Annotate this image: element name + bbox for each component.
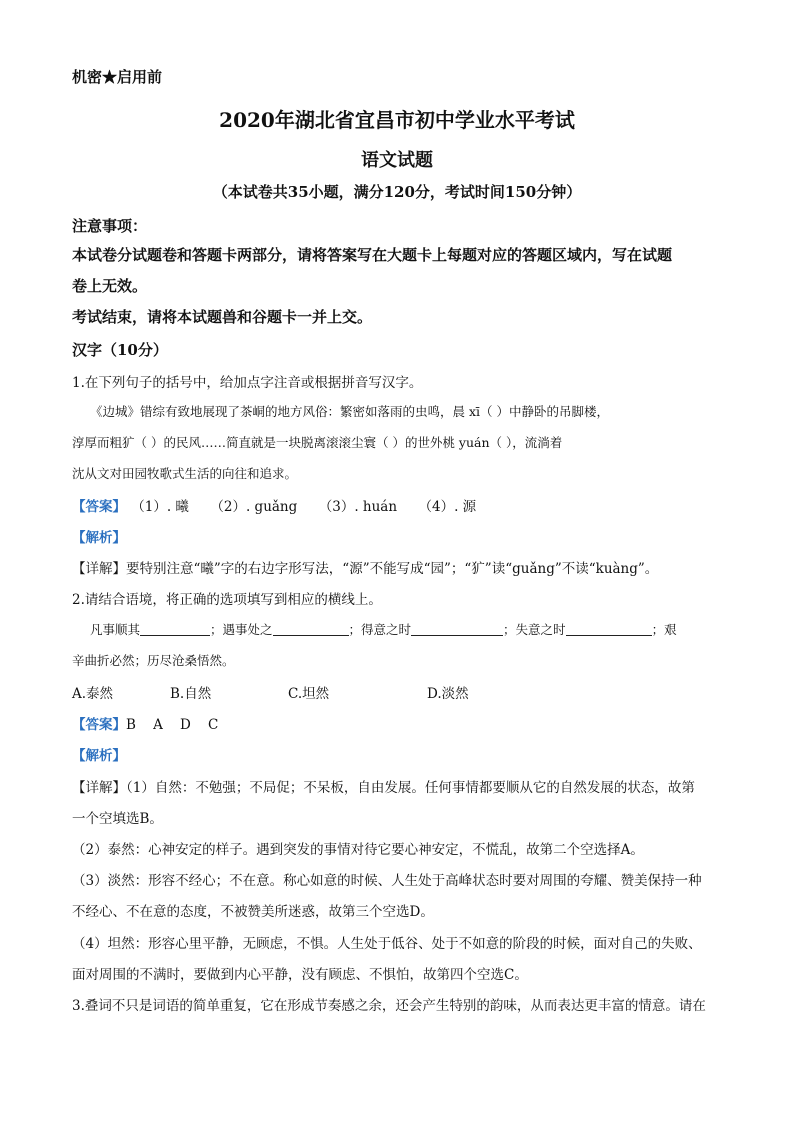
q1-passage-line-1: 《边城》错综有致地展现了茶峒的地方风俗：繁密如落雨的虫鸣，晨 xī（ ）中静卧的吊脚楼， (90, 404, 609, 419)
q2-sentence-line-1 (90, 620, 677, 638)
q2-detail-1b: 一个空填选B。 (72, 811, 163, 827)
exam-info: （本试卷共35小题，满分120分，考试时间150分钟） (212, 183, 582, 201)
q2-option-b: B.自然 (170, 686, 212, 702)
q2-answer-label: 【答案】 (72, 717, 126, 733)
q2-blank-4[interactable] (566, 621, 652, 636)
q2-answer-row (72, 713, 218, 733)
q1-answer: （1）. 曦 （2）. guǎng （3）. huán （4）. 源 (138, 499, 477, 515)
q2-blank-2[interactable] (273, 621, 349, 636)
q2-detail-3a: （3）淡然：形容不经心；不在意。称心如意的时候、人生处于高峰状态时要对周围的夸耀、赞美保持一种 (72, 873, 702, 889)
q2-seg-4: ；失意之时 (503, 622, 566, 637)
q1-answer-label: 【答案】 (72, 499, 126, 515)
q1-analysis-label: 【解析】 (72, 530, 126, 546)
q2-option-a: A.泰然 (72, 686, 114, 702)
q2-seg-3: ；得意之时 (348, 622, 412, 637)
confidential-label: 机密★启用前 (72, 68, 163, 86)
q1-detail-row (72, 557, 658, 577)
q2-detail-2: （2）泰然：心神安定的样子。遇到突发的事情对待它要心神安定，不慌乱，故第二个空选择A。 (72, 842, 644, 858)
q1-detail-label: 【详解】 (72, 561, 126, 577)
q2-seg-1: 凡事顺其 (90, 622, 141, 637)
q1-passage-line-2: 淳厚而粗犷（ ）的民风……简直就是一块脱离滚滚尘寰（ ）的世外桃 yuán（ ），流淌着 (72, 435, 563, 450)
q2-blank-1[interactable] (140, 621, 210, 636)
q2-blank-3[interactable] (411, 621, 503, 636)
q2-answer: B A D C (126, 717, 219, 733)
q2-seg-5: ；艰 (651, 622, 677, 637)
q2-option-c: C.坦然 (288, 686, 330, 702)
section-heading: 汉字（10分） (72, 341, 168, 359)
q1-answer-row (72, 495, 476, 515)
q1-detail: 要特别注意“曦”字的右边字形写法，“源”不能写成“园”；“犷”读“guǎng”不读“kuàng”。 (126, 561, 659, 577)
q2-stem: 2.请结合语境，将正确的选项填写到相应的横线上。 (72, 592, 382, 608)
q2-detail-1a: （1）自然：不勉强；不局促；不呆板，自由发展。任何事情都要顺从它的自然发展的状态，故第 (126, 780, 695, 796)
q2-option-d: D.淡然 (427, 686, 469, 702)
q2-analysis-label: 【解析】 (72, 748, 126, 764)
q3-stem: 3.叠词不只是词语的简单重复，它在形成节奏感之余，还会产生特别的韵味，从而表达更丰富的情意。请在 (72, 998, 706, 1014)
q2-detail-4b: 面对周围的不满时，要做到内心平静，没有顾虑、不惧怕，故第四个空选C。 (72, 967, 528, 983)
notice-line-1b: 卷上无效。 (72, 277, 148, 295)
q1-passage-line-3: 沈从文对田园牧歌式生活的向往和追求。 (72, 466, 298, 481)
exam-title: 2020年湖北省宜昌市初中学业水平考试 (219, 108, 575, 132)
notice-line-2: 考试结束，请将本试题兽和谷题卡一并上交。 (72, 308, 373, 326)
q2-detail-4a: （4）坦然：形容心里平静，无顾虑，不惧。人生处于低谷、处于不如意的阶段的时候，面对自己的失败、 (72, 936, 702, 952)
q2-detail-3b: 不经心、不在意的态度，不被赞美所迷惑，故第三个空选D。 (72, 904, 434, 920)
subject-title: 语文试题 (361, 150, 433, 171)
q2-detail-label: 【详解】 (72, 780, 126, 796)
notice-line-1a: 本试卷分试题卷和答题卡两部分，请将答案写在大题卡上每题对应的答题区域内，写在试题 (72, 246, 673, 264)
q2-detail-row (72, 776, 695, 796)
notice-heading: 注意事项： (72, 217, 148, 235)
q1-stem: 1.在下列句子的括号中，给加点字注音或根据拼音写汉字。 (72, 375, 423, 391)
q2-seg-2: ；遇事处之 (210, 622, 273, 637)
q2-sentence-line-2: 辛曲折必然；历尽沧桑悟然。 (72, 653, 235, 668)
